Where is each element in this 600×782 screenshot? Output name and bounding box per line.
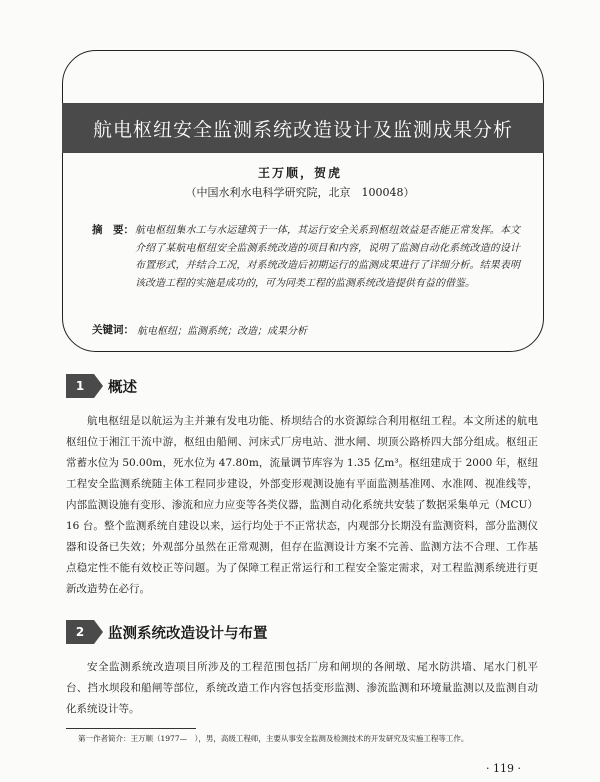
keywords-text: 航电枢纽；监测系统；改造；成果分析 <box>137 326 307 337</box>
section-2-body: 安全监测系统改造项目所涉及的工程范围包括厂房和闸坝的各闸墩、尾水防洪墙、尾水门机平台、挡水坝段和船闸等部位，系统改造工作内容包括变形监测、渗流监测和环境量监测以及监测自动化系统设计等。 <box>66 661 538 715</box>
authors: 王万顺，贺虎 <box>257 166 342 180</box>
section-heading-1 <box>66 374 137 398</box>
keywords-label: 关键词： <box>92 324 134 336</box>
abstract-label: 摘 要： <box>92 224 134 236</box>
section-heading-2 <box>66 620 268 644</box>
title-frame <box>62 50 544 352</box>
section-1-body: 航电枢纽是以航运为主并兼有发电功能、桥坝结合的水资源综合利用枢纽工程。本文所述的航电枢纽位于湘江干流中游，枢纽由船闸、河床式厂房电站、泄水闸、坝顶公路桥四大部分组成。枢纽正常蓄水位为 50.00m，死水位为 47.80m，流量调节库容为 1.35 亿m³。枢纽建成于 2000 年，枢纽工程安全监测系统随主体工程同步建设，外部变形观测设施有平面监测基准网、水准网、视准线等，内部监测设施有变形、渗流和应力应变等各类仪器，监测自动化系统共安装了数据采集单元（MCU）16 台。整个监测系统自建设以来，运行均处于不正常状态，内观部分长期没有监测资料，部分监测仪器和设备已失效；外观部分虽然在正常观测，但存在监测设计方案不完善、监测方法不合理、工作基点稳定性不能有效校正等问题。为了保障工程正常运行和工程安全鉴定需求，对工程监测系统进行更新改造势在必行。 <box>66 415 538 595</box>
abstract-text: 航电枢纽集水工与水运建筑于一体，其运行安全关系到枢纽效益是否能正常发挥。本文介绍了某航电枢纽安全监测系统改造的项目和内容，说明了监测自动化系统改造的设计布置形式，并结合工况，对系统改造后初期运行的监测成果进行了详细分析。结果表明该改造工程的实施是成功的，可为同类工程的监测系统改造提供有益的借鉴。 <box>135 225 520 289</box>
affiliation: （中国水利水电科学研究院，北京 100048） <box>185 186 415 199</box>
paper-title: 航电枢纽安全监测系统改造设计及监测成果分析 <box>92 118 513 141</box>
author-footnote: 第一作者简介：王万顺（1977— ），男，高级工程师，主要从事安全监测及检测技术的开发研究及实施工程等工作。 <box>78 734 469 743</box>
section-title: 概述 <box>108 379 137 396</box>
page-number: · 119 · <box>486 762 521 775</box>
paper-title-band <box>62 103 544 153</box>
section-arrow-icon <box>94 620 103 644</box>
section-number-badge: 2 <box>66 620 94 644</box>
section-arrow-icon <box>94 374 103 398</box>
footnote-divider <box>66 728 196 729</box>
section-number-badge: 1 <box>66 374 94 398</box>
section-title: 监测系统改造设计与布置 <box>108 625 268 642</box>
